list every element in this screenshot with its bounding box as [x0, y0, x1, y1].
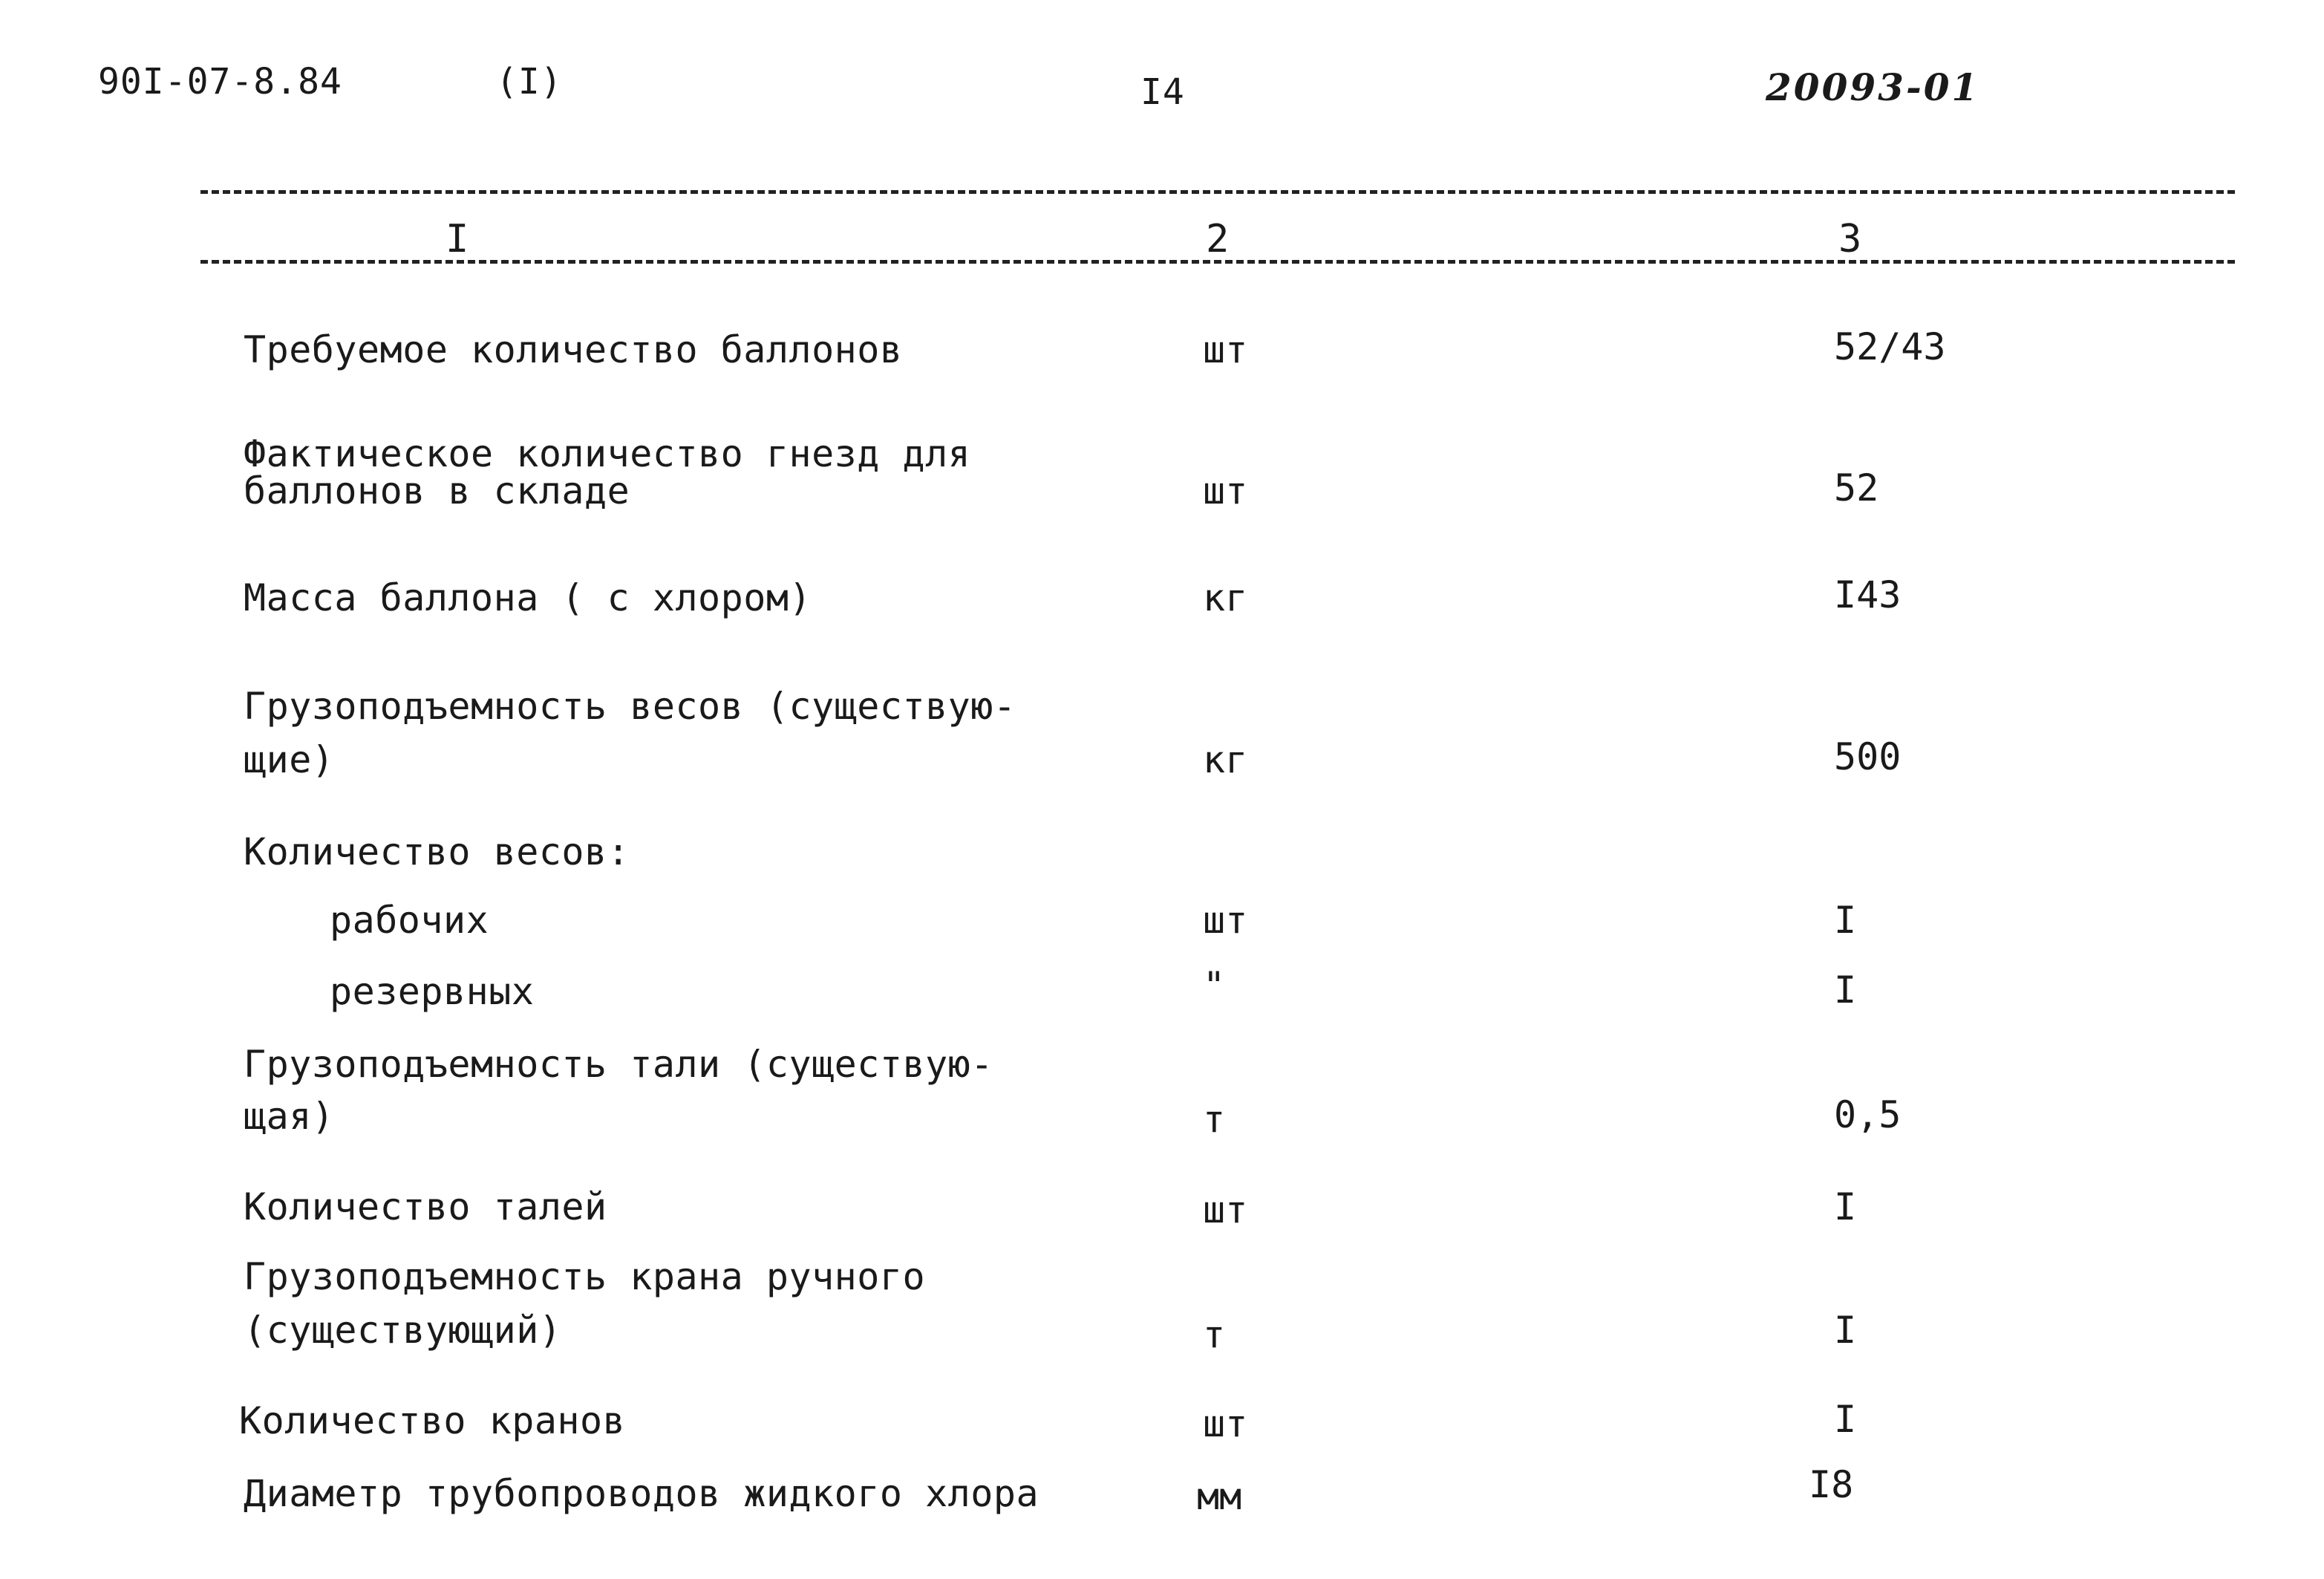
document-code: 90I-07-8.84 — [98, 61, 342, 102]
row-label: Фактическое количество гнезд для — [244, 432, 971, 475]
row-unit: шт — [1203, 328, 1248, 371]
row-label: Количество весов: — [244, 830, 630, 873]
row-value: I8 — [1809, 1463, 1854, 1506]
page-number: I4 — [1140, 71, 1185, 113]
row-value: I — [1834, 1309, 1857, 1352]
row-label: Грузоподъемность крана ручного — [244, 1255, 926, 1298]
row-label: резервных — [330, 970, 535, 1013]
row-label: Грузоподъемность тали (существую- — [244, 1043, 993, 1086]
row-value: I — [1834, 968, 1857, 1012]
row-label-continuation: (существующий) — [244, 1309, 562, 1352]
document-part: (I) — [496, 61, 563, 102]
row-value: 500 — [1834, 735, 1902, 778]
row-unit: шт — [1203, 469, 1248, 512]
row-value: I — [1834, 899, 1857, 942]
row-unit: шт — [1203, 1188, 1248, 1231]
row-value: 0,5 — [1834, 1093, 1902, 1136]
row-label: Масса баллона ( с хлором) — [244, 576, 812, 619]
table-header-rule — [200, 260, 2235, 264]
row-value: I43 — [1834, 573, 1902, 616]
reference-number: 20093-01 — [1766, 65, 1980, 109]
row-label: Требуемое количество баллонов — [244, 328, 903, 371]
row-unit: " — [1203, 964, 1226, 1007]
row-unit: шт — [1203, 1402, 1248, 1445]
row-label-continuation: щая) — [244, 1095, 335, 1138]
row-unit: кг — [1203, 576, 1248, 619]
row-label: Количество кранов — [239, 1399, 626, 1442]
row-unit: т — [1203, 1313, 1226, 1356]
row-unit: кг — [1203, 738, 1248, 781]
row-label: Грузоподъемность весов (существую- — [244, 685, 1016, 728]
column-number-1: I — [445, 217, 469, 261]
row-unit: шт — [1203, 899, 1248, 942]
column-number-2: 2 — [1206, 217, 1230, 261]
row-label-continuation: баллонов в складе — [244, 469, 630, 512]
row-unit: мм — [1197, 1475, 1242, 1518]
row-value: 52/43 — [1834, 325, 1946, 368]
row-label: рабочих — [330, 899, 489, 942]
row-label: Диаметр трубопроводов жидкого хлора — [244, 1472, 1039, 1515]
column-number-3: 3 — [1838, 217, 1862, 261]
row-value: I — [1834, 1398, 1857, 1441]
row-value: 52 — [1834, 466, 1879, 509]
row-label: Количество талей — [244, 1185, 607, 1228]
row-value: I — [1834, 1185, 1857, 1228]
row-label-continuation: щие) — [244, 738, 335, 781]
row-unit: т — [1203, 1098, 1226, 1141]
table-top-rule — [200, 190, 2235, 194]
